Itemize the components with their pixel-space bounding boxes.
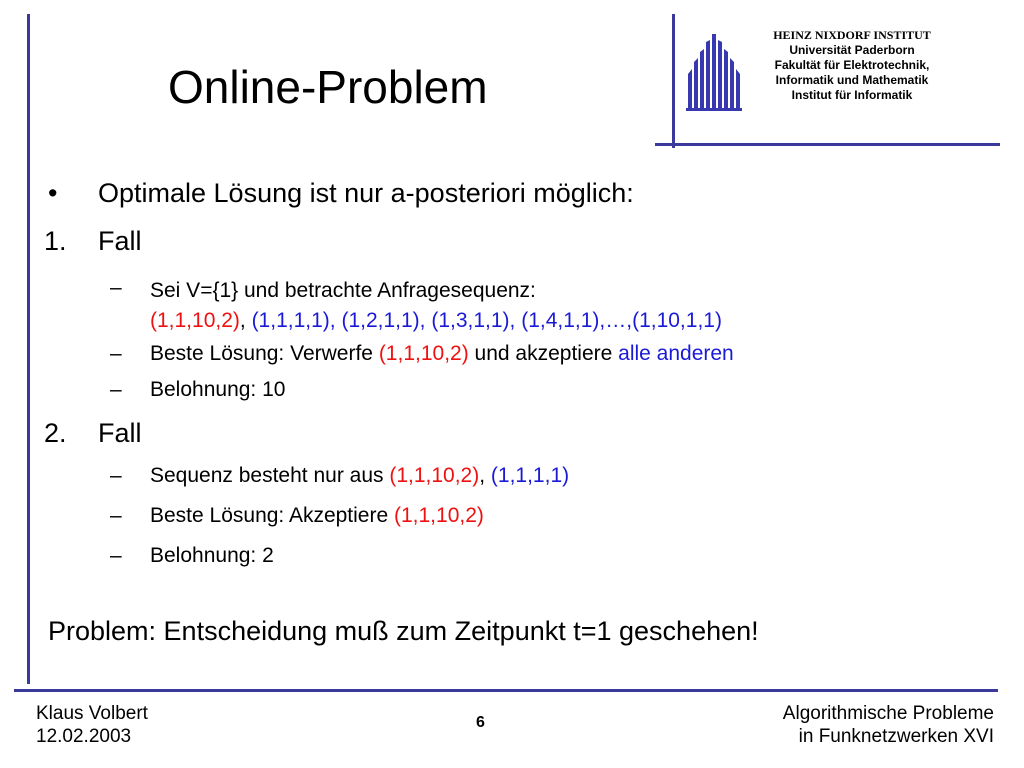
author-name: Klaus Volbert xyxy=(36,703,148,724)
sequence-blue-part: (1,1,1,1) xyxy=(490,464,570,487)
dash-marker: – xyxy=(110,342,122,365)
footer-horizontal-rule xyxy=(14,689,998,692)
dash-marker: – xyxy=(110,276,122,299)
bullet-marker: • xyxy=(48,178,58,208)
case-2-item-1-text: Sequenz besteht nur aus xyxy=(150,464,390,487)
footer-left xyxy=(36,702,148,748)
dash-marker: – xyxy=(110,504,122,527)
course-title-line-2: in Funknetzwerken XVI xyxy=(798,726,994,747)
case-2-marker: 2. xyxy=(44,418,67,448)
course-title-line-1: Algorithmische Probleme xyxy=(782,703,994,724)
case-1-marker: 1. xyxy=(44,226,67,256)
case-1-item-1 xyxy=(42,276,1002,338)
case-1-item-1-text: Sei V={1} und betrachte Anfragesequenz: xyxy=(150,279,536,302)
left-vertical-rule xyxy=(27,14,30,684)
rejected-request: (1,1,10,2) xyxy=(378,342,469,365)
faculty-line-1: Fakultät für Elektrotechnik, xyxy=(774,58,930,72)
case-1-item-3 xyxy=(42,378,1002,414)
bullet-item xyxy=(42,178,1002,218)
request-sequence xyxy=(150,306,722,336)
case-2-item-3 xyxy=(42,544,1002,580)
problem-statement: Problem: Entscheidung muß zum Zeitpunkt t=1 geschehen! xyxy=(48,616,759,646)
dash-marker: – xyxy=(110,544,122,567)
case-1-item-2 xyxy=(42,342,1002,378)
institute-name: HEINZ NIXDORF INSTITUT xyxy=(773,28,931,42)
sequence-comma: , xyxy=(479,464,491,487)
case-2-item-2-text: Beste Lösung: Akzeptiere xyxy=(150,504,394,527)
dash-marker: – xyxy=(110,378,122,401)
sequence-comma: , xyxy=(239,309,246,332)
case-1-heading xyxy=(42,226,1002,266)
bullet-text: Optimale Lösung ist nur a-posteriori möglich: xyxy=(98,178,634,208)
accepted-request: (1,1,10,2) xyxy=(394,504,484,527)
header-horizontal-rule xyxy=(655,143,1000,146)
case-2-label: Fall xyxy=(98,418,142,448)
presentation-date: 12.02.2003 xyxy=(36,726,132,747)
department-name: Institut für Informatik xyxy=(791,88,913,102)
university-name: Universität Paderborn xyxy=(789,43,915,57)
sequence-blue-part: (1,1,1,1), (1,2,1,1), (1,3,1,1), (1,4,1,1),…,(1,10,1,1) xyxy=(245,309,722,332)
case-2-heading xyxy=(42,418,1002,458)
sequence-red-part: (1,1,10,2) xyxy=(150,309,240,332)
case-1-reward: Belohnung: 10 xyxy=(150,378,286,401)
institute-logo-icon xyxy=(686,34,742,112)
faculty-line-2: Informatik und Mathematik xyxy=(775,73,929,87)
case-2-item-1 xyxy=(42,464,1002,500)
case-1-item-2-mid: und akzeptiere xyxy=(468,342,619,365)
dash-marker: – xyxy=(110,464,122,487)
sequence-red-part: (1,1,10,2) xyxy=(389,464,480,487)
header-divider-rule xyxy=(672,14,675,148)
slide-title: Online-Problem xyxy=(168,61,488,113)
case-1-item-2-text: Beste Lösung: Verwerfe xyxy=(150,342,379,365)
accepted-requests: alle anderen xyxy=(618,342,734,365)
case-1-label: Fall xyxy=(98,226,142,256)
footer-right xyxy=(783,702,994,748)
slide-content xyxy=(42,178,1002,646)
institute-block xyxy=(752,28,952,103)
case-2-reward: Belohnung: 2 xyxy=(150,544,274,567)
page-number: 6 xyxy=(476,714,485,731)
case-2-item-2 xyxy=(42,504,1002,540)
